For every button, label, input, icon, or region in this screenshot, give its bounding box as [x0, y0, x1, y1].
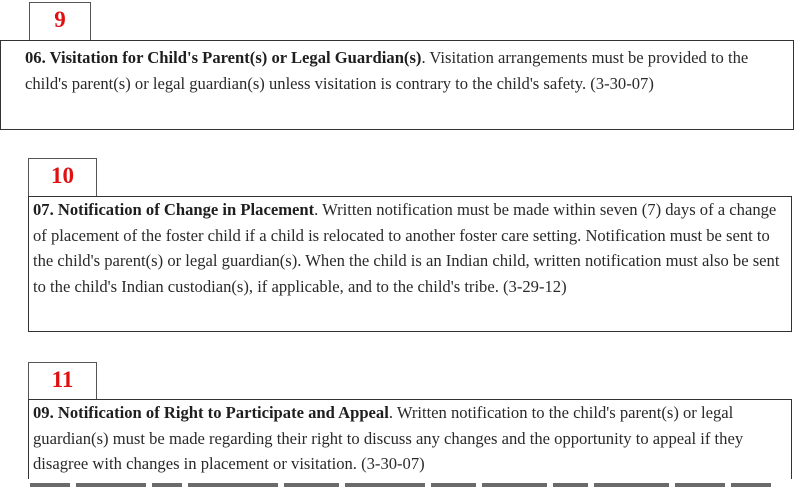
rule-section: [28, 196, 792, 332]
rule-body: . Written notification must be made within seven (7) days of a change of placement of the foster child if a child is relocated to another foster care setting. Notification must be sent to the child's parent(s) or legal guardian(s). When the child is an Indian child, written notification must also be sent to the child's Indian custodian(s), if applicable, and to the child's tribe. (3-29-12): [33, 200, 780, 296]
section-number-tag: 10: [28, 158, 97, 196]
rule-section: [28, 399, 792, 479]
rule-heading: 09. Notification of Right to Participate and Appeal: [33, 403, 389, 422]
rule-text: [25, 45, 769, 96]
rule-body: . Visitation arrangements must be provided to the child's parent(s) or legal guardian(s) unless visitation is contrary to the child's safety. (3-30-07): [25, 48, 749, 93]
section-number-tag: 9: [29, 2, 91, 40]
rule-heading: 06. Visitation for Child's Parent(s) or Legal Guardian(s): [25, 48, 422, 67]
cropped-text-line: [30, 480, 790, 490]
rule-section: [0, 40, 794, 130]
section-number-tag: 11: [28, 362, 97, 400]
rule-text: [33, 400, 783, 477]
rule-body: . Written notification to the child's parent(s) or legal guardian(s) must be made regarding their right to discuss any changes and the opportunity to appeal if they disagree with changes in placement or visitation. (3-30-07): [33, 403, 744, 473]
rule-heading: 07. Notification of Change in Placement: [33, 200, 315, 219]
rule-text: [33, 197, 783, 299]
